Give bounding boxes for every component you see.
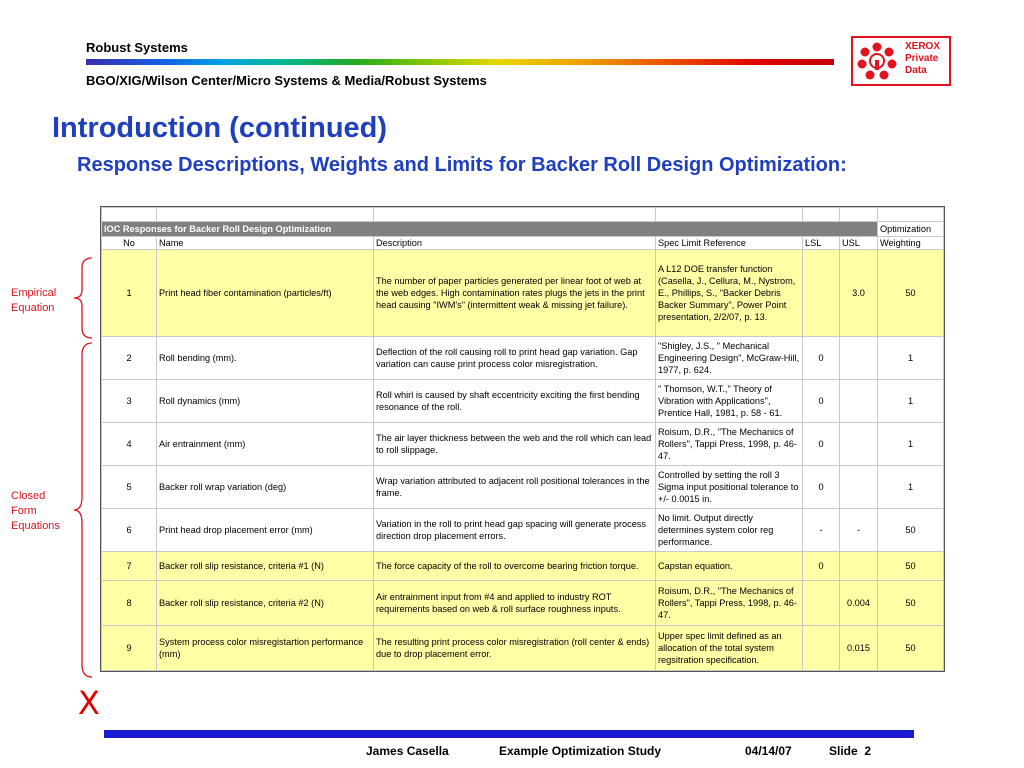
logo-line-1: XEROX: [905, 41, 941, 52]
row-lsl: [803, 250, 840, 337]
logo-line-2: Private: [905, 53, 939, 64]
closed-form-equations-label: Closed Form Equations: [11, 490, 60, 532]
row-number: 4: [102, 423, 157, 466]
row-number: 5: [102, 466, 157, 509]
ioc-responses-table: [101, 207, 944, 671]
table-row: [102, 552, 944, 581]
row-description: Air entrainment input from #4 and applied to industry ROT requirements based on web & roll surface roughness inputs.: [374, 581, 656, 626]
row-usl: [840, 466, 878, 509]
row-number: 8: [102, 581, 157, 626]
row-name: Roll dynamics (mm): [157, 380, 374, 423]
footer-slide-number: 2: [864, 744, 872, 758]
row-spec-reference: No limit. Output directly determines system color reg performance.: [656, 509, 803, 552]
logo-line-3: Data: [905, 65, 927, 76]
row-number: 3: [102, 380, 157, 423]
row-lsl: 0: [803, 423, 840, 466]
row-lsl: -: [803, 509, 840, 552]
row-number: 2: [102, 337, 157, 380]
row-weighting: 50: [878, 626, 944, 671]
empirical-equation-label: Empirical Equation: [11, 287, 57, 314]
row-lsl: 0: [803, 466, 840, 509]
table-heading: IOC Responses for Backer Roll Design Optimization: [102, 222, 878, 237]
row-spec-reference: Controlled by setting the roll 3 Sigma input positional tolerance to +/- 0.0015 in.: [656, 466, 803, 509]
table-row: [102, 380, 944, 423]
slide-subtitle: Response Descriptions, Weights and Limits for Backer Roll Design Optimization:: [77, 154, 847, 176]
row-spec-reference: Roisum, D.R., "The Mechanics of Rollers", Tappi Press, 1998, p. 46-47.: [656, 423, 803, 466]
table-row: [102, 626, 944, 671]
table-row: [102, 581, 944, 626]
row-weighting: 1: [878, 466, 944, 509]
col-header-spec-ref: Spec Limit Reference: [656, 237, 803, 250]
row-usl: [840, 423, 878, 466]
table-row: [102, 337, 944, 380]
footer-study: Example Optimization Study: [499, 744, 662, 758]
row-description: Deflection of the roll causing roll to print head gap variation. Gap variation can cause print process color misregistration.: [374, 337, 656, 380]
row-number: 1: [102, 250, 157, 337]
row-lsl: 0: [803, 337, 840, 380]
col-header-name: Name: [157, 237, 374, 250]
row-weighting: 50: [878, 509, 944, 552]
row-spec-reference: Capstan equation.: [656, 552, 803, 581]
x-marker: X: [78, 684, 100, 722]
xerox-flower-icon: [857, 42, 897, 80]
row-name: Backer roll slip resistance, criteria #1 (N): [157, 552, 374, 581]
optimization-header: Optimization: [878, 222, 944, 237]
row-lsl: 0: [803, 552, 840, 581]
col-header-description: Description: [374, 237, 656, 250]
table-heading-row: [102, 222, 944, 237]
header-rainbow-bar: [86, 59, 834, 65]
row-name: Backer roll slip resistance, criteria #2 (N): [157, 581, 374, 626]
row-lsl: [803, 626, 840, 671]
slide-title: Introduction (continued): [52, 112, 388, 144]
row-number: 6: [102, 509, 157, 552]
row-weighting: 50: [878, 581, 944, 626]
empirical-brace: [72, 256, 94, 340]
row-usl: -: [840, 509, 878, 552]
row-weighting: 1: [878, 337, 944, 380]
row-spec-reference: Upper spec limit defined as an allocation of the total system regsitration specification.: [656, 626, 803, 671]
row-description: Roll whirl is caused by shaft eccentricity exciting the first bending resonance of the roll.: [374, 380, 656, 423]
row-weighting: 1: [878, 423, 944, 466]
row-number: 7: [102, 552, 157, 581]
row-lsl: 0: [803, 380, 840, 423]
closed-form-brace: [72, 341, 94, 679]
row-description: The air layer thickness between the web and the roll which can lead to roll slippage.: [374, 423, 656, 466]
table-row: [102, 423, 944, 466]
row-name: System process color misregistartion performance (mm): [157, 626, 374, 671]
row-usl: [840, 552, 878, 581]
table-column-header-row: [102, 237, 944, 250]
row-number: 9: [102, 626, 157, 671]
row-name: Roll bending (mm).: [157, 337, 374, 380]
col-header-weighting: Weighting: [878, 237, 944, 250]
row-weighting: 50: [878, 552, 944, 581]
row-usl: [840, 337, 878, 380]
row-description: The force capacity of the roll to overcome bearing friction torque.: [374, 552, 656, 581]
footer-slide: [829, 744, 871, 758]
row-spec-reference: "Shigley, J.S., " Mechanical Engineering Design", McGraw-Hill, 1977, p. 624.: [656, 337, 803, 380]
header-title: Robust Systems: [86, 40, 188, 55]
row-spec-reference: Roisum, D.R., "The Mechanics of Rollers", Tappi Press, 1998, p. 46-47.: [656, 581, 803, 626]
row-name: Backer roll wrap variation (deg): [157, 466, 374, 509]
row-usl: 3.0: [840, 250, 878, 337]
table-row: [102, 466, 944, 509]
row-spec-reference: A L12 DOE transfer function (Casella, J., Cellura, M., Nystrom, E., Phillips, S., "Backer Debris Backer Summary", Power Point presentation, 2/2/07, p. 13.: [656, 250, 803, 337]
table-blank-row: [102, 208, 944, 222]
table-row: [102, 250, 944, 337]
row-usl: [840, 380, 878, 423]
col-header-lsl: LSL: [803, 237, 840, 250]
table-row: [102, 509, 944, 552]
row-description: Variation in the roll to print head gap spacing will generate process direction drop placement errors.: [374, 509, 656, 552]
footer-slide-label: Slide: [829, 744, 858, 758]
footer-author: James Casella: [366, 744, 449, 758]
header-subtitle: BGO/XIG/Wilson Center/Micro Systems & Media/Robust Systems: [86, 73, 487, 88]
row-name: Air entrainment (mm): [157, 423, 374, 466]
row-usl: 0.004: [840, 581, 878, 626]
xerox-private-data-logo: [851, 36, 951, 86]
row-spec-reference: " Thomson, W.T.," Theory of Vibration with Applications", Prentice Hall, 1981, p. 58 - 61.: [656, 380, 803, 423]
footer-bar: [104, 730, 914, 738]
row-lsl: [803, 581, 840, 626]
footer-date: 04/14/07: [745, 744, 792, 758]
row-description: The resulting print process color misregistration (roll center & ends) due to drop placement error.: [374, 626, 656, 671]
col-header-no: No: [102, 237, 157, 250]
row-description: Wrap variation attributed to adjacent roll positional tolerances in the frame.: [374, 466, 656, 509]
row-name: Print head drop placement error (mm): [157, 509, 374, 552]
row-weighting: 1: [878, 380, 944, 423]
col-header-usl: USL: [840, 237, 878, 250]
row-weighting: 50: [878, 250, 944, 337]
row-description: The number of paper particles generated per linear foot of web at the web edges. High contamination rates plugs the jets in the print head causing "IWM's" (intermittent weak & missing jet failure).: [374, 250, 656, 337]
row-name: Print head fiber contamination (particles/ft): [157, 250, 374, 337]
row-usl: 0.015: [840, 626, 878, 671]
